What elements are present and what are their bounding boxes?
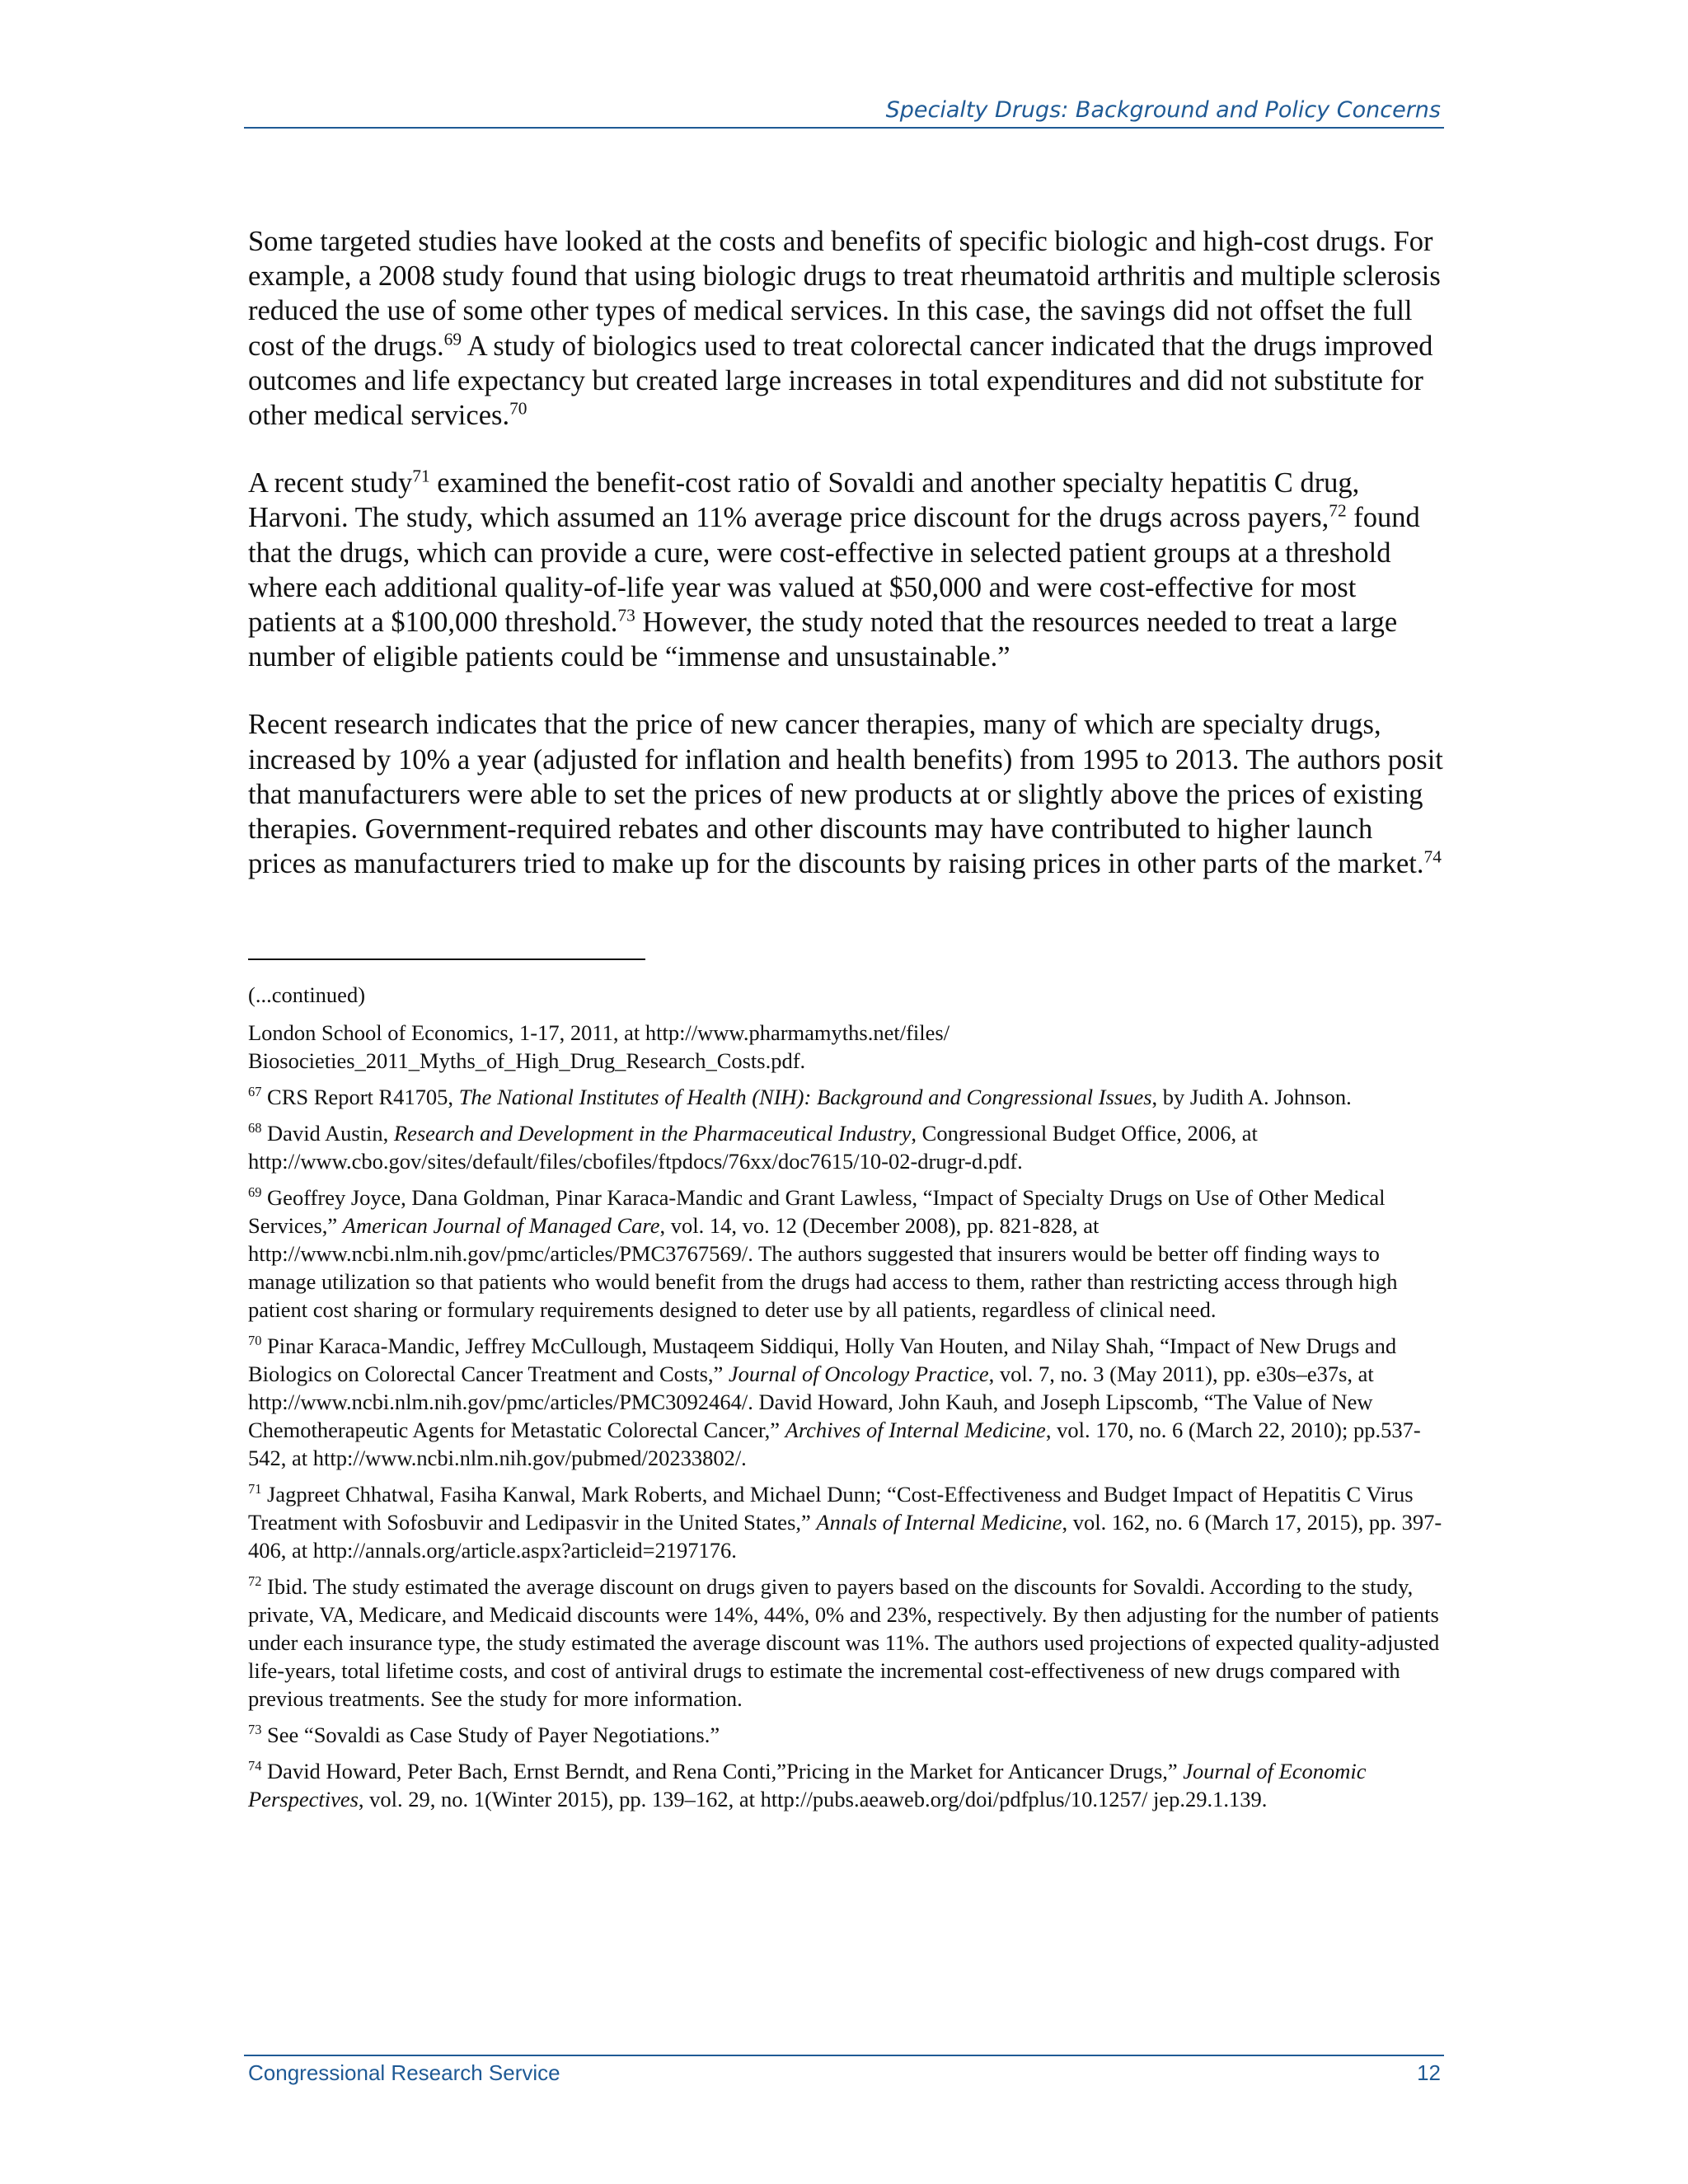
paragraph-2: A recent study$^{71}$ examined the benefit-cost ratio of Sovaldi and another specialty hepatitis C drug, Harvoni. The study, which assumed an 11% average price discount for the drugs across payers,$^{72}$ found that the drugs, which can provide a cure, were cost-effective in selected patient groups at a threshold where each additional quality-of-life year was valued at $50,000 and were cost-effective for most patients at a $100,000 threshold.$^{73}$ However, the study noted that the resources needed to treat a large number of eligible patients could be “immense and unsustainable.”: [248, 466, 1420, 673]
footnote-74: $^{74}$ David Howard, Peter Bach, Ernst Berndt, and Rena Conti,”Pricing in the Market for Anticancer Drugs,” Journal of Economic Perspectives, vol. 29, no. 1(Winter 2015), pp. 139–162, at http://pubs.aeaweb.org/doi/pdfplus/10.1257/ jep.29.1.139.: [248, 1758, 1367, 1811]
footnote-ref-70[interactable]: 70: [509, 398, 528, 419]
footnotes: [248, 981, 1443, 1821]
paragraph-1: Some targeted studies have looked at the costs and benefits of specific biologic and high-cost drugs. For example, a 2008 study found that using biologic drugs to treat rheumatoid arthritis and multiple sclerosis reduced the use of some other types of medical services. In this case, the savings did not offset the full cost of the drugs.$^{69}$ A study of biologics used to treat colorectal cancer indicated that the drugs improved outcomes and life expectancy but created large increases in total expenditures and did not substitute for other medical services.$^{70}$: [248, 226, 1441, 432]
footnote-69: $^{69}$ Geoffrey Joyce, Dana Goldman, Pinar Karaca-Mandic and Grant Lawless, “Impact of Specialty Drugs on Use of Other Medical Services,” American Journal of Managed Care, vol. 14, vo. 12 (December 2008), pp. 821-828, at http://www.ncbi.nlm.nih.gov/pmc/articles/PMC3767569/. The authors suggested that insurers would be better off finding ways to manage utilization so that patients who would benefit from the drugs had access to them, rather than restricting access through high patient cost sharing or formulary requirements designed to deter use by all patients, regardless of clinical need.: [248, 1184, 1398, 1322]
footnote-ref-74[interactable]: 74: [1423, 846, 1442, 867]
footer-publisher: Congressional Research Service: [248, 2060, 560, 2085]
footnote-continued: (...continued): [248, 982, 366, 1007]
footnote-ref-72[interactable]: 72: [1329, 500, 1347, 521]
header-rule: [244, 127, 1444, 129]
footnote-ref-71[interactable]: 71: [412, 466, 430, 486]
page-number: 12: [1417, 2060, 1441, 2085]
footnote-68: $^{68}$ David Austin, Research and Development in the Pharmaceutical Industry, Congressional Budget Office, 2006, at http://www.cbo.gov/sites/default/files/cbofiles/ftpdocs/76xx/doc7615/10-02-drugr-d.pdf.: [248, 1120, 1258, 1174]
footnote-70: $^{70}$ Pinar Karaca-Mandic, Jeffrey McCullough, Mustaqeem Siddiqui, Holly Van Houten, and Nilay Shah, “Impact of New Drugs and Biologics on Colorectal Cancer Treatment and Costs,” Journal of Oncology Practice, vol. 7, no. 3 (May 2011), pp. e30s–e37s, at http://www.ncbi.nlm.nih.gov/pmc/articles/PMC3092464/. David Howard, John Kauh, and Joseph Lipscomb, “The Value of New Chemotherapeutic Agents for Metastatic Colorectal Cancer,” Archives of Internal Medicine, vol. 170, no. 6 (March 22, 2010); pp.537-542, at http://www.ncbi.nlm.nih.gov/pubmed/20233802/.: [248, 1333, 1421, 1470]
footnote-73: $^{73}$ See “Sovaldi as Case Study of Payer Negotiations.”: [248, 1722, 720, 1747]
footnote-ref-69[interactable]: 69: [443, 329, 462, 349]
paragraph-3: Recent research indicates that the price of new cancer therapies, many of which are specialty drugs, increased by 10% a year (adjusted for inflation and health benefits) from 1995 to 2013. The authors posit that manufacturers were able to set the prices of new products at or slightly above the prices of existing therapies. Government-required rebates and other discounts may have contributed to higher launch prices as manufacturers tried to make up for the discounts by raising prices in other parts of the market.$^{74}$: [248, 709, 1443, 880]
footer-rule: [244, 2055, 1444, 2056]
footnote-71: $^{71}$ Jagpreet Chhatwal, Fasiha Kanwal, Mark Roberts, and Michael Dunn; “Cost-Effectiveness and Budget Impact of Hepatitis C Virus Treatment with Sofosbuvir and Ledipasvir in the United States,” Annals of Internal Medicine, vol. 162, no. 6 (March 17, 2015), pp. 397-406, at http://annals.org/article.aspx?articleid=2197176.: [248, 1481, 1442, 1563]
body-text: [248, 224, 1443, 914]
footnote-ref-73[interactable]: 73: [617, 605, 635, 626]
footnote-separator: [248, 958, 645, 960]
footnote-continuation-text: London School of Economics, 1-17, 2011, at http://www.pharmamyths.net/files/ Biosocieties_2011_Myths_of_High_Drug_Research_Costs.pdf.: [248, 1020, 950, 1073]
footnote-67: $^{67}$ CRS Report R41705, The National Institutes of Health (NIH): Background and Congressional Issues, by Judith A. Johnson.: [248, 1084, 1352, 1109]
footnote-72: $^{72}$ Ibid. The study estimated the average discount on drugs given to payers based on the discounts for Sovaldi. According to the study, private, VA, Medicare, and Medicaid discounts were 14%, 44%, 0% and 23%, respectively. By then adjusting for the number of patients under each insurance type, the study estimated the average discount was 11%. The authors used projections of expected quality-adjusted life-years, total lifetime costs, and cost of antiviral drugs to estimate the incremental cost-effectiveness of new drugs compared with previous treatments. See the study for more information.: [248, 1573, 1440, 1711]
running-header: Specialty Drugs: Background and Policy Concerns: [885, 97, 1441, 123]
